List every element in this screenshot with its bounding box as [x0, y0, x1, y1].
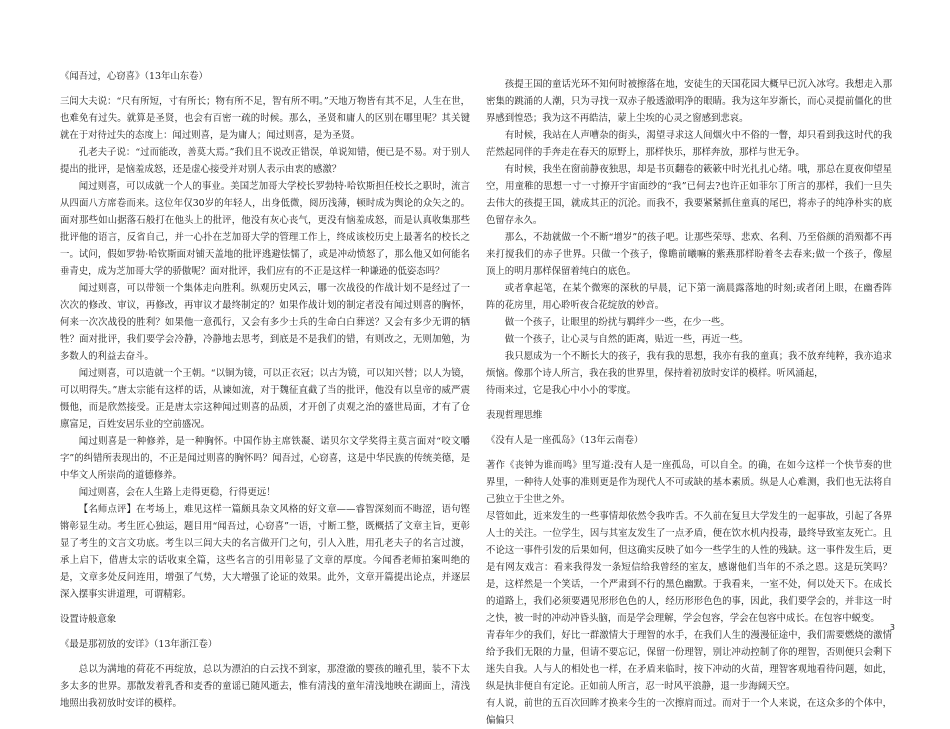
paragraph: 有时候，我站在人声嘈杂的街头，渴望寻求这人间烟火中不俗的一瞥，却只看到我这时代的我茫然起同伴的手奔走在春天的原野上，那样快乐，那样奔放，那样与世无争。 — [486, 130, 892, 158]
paragraph: 我只愿成为一个不断长大的孩子，我有我的思想，我亦有我的童真；我不放弃纯粹，我亦追求烦恼。像那个诗人所言，我在我的世界里，保持着初放时安详的模样。听风涌起， — [486, 351, 892, 379]
paragraph: 闻过则喜是一种修养，是一种胸怀。中国作协主席铁凝、诺贝尔文学奖得主莫言面对“咬文嚼字”的纠错所表现出的，不正是闻过则喜的胸怀吗？闻吾过，心窃喜，这是中华民族的传统美德，是中华文人所崇尚的道德修养。 — [60, 436, 470, 481]
spacer — [60, 628, 470, 636]
paragraph: 青春年少的我们，好比一群激情大于理智的水手，在我们人生的漫漫征途中，我们需要燃烧的激情给予我们无限的力量，但请不要忘记，保留一份理智，别让冲动控制了你的理智，否则便只会剩下迷失自我。人与人的相处也一样，在矛盾来临时，按下冲动的火苗，理智客观地看待问题，如此，纵是执非便自有定论。正如前人所言，忍一时风平浪静，退一步海阔天空。 — [486, 630, 892, 692]
paragraph: 或者拿起笔，在某个微寒的深秋的早晨，记下第一滴晨露落地的时刻;或者闭上眼，在幽香阵阵的花房里，用心聆听夜合花绽放的妙音。 — [486, 283, 892, 311]
paragraph: 闻过则喜，会在人生路上走得更稳，行得更远！ — [78, 487, 276, 498]
paragraph: 待雨来过，它是我心中小小的零度。 — [486, 385, 637, 396]
paragraph: 做一个孩子，让眼里的纷扰与羁绊少一些，在少一些。 — [504, 317, 730, 328]
paragraph: 著作《丧钟为谁而鸣》里写道:没有人是一座孤岛，可以自全。的确，在如今这样一个快节奏的世界里，一种待人处事的准则更是作为现代人不可或缺的基本素质。纵是人心难测，我们也无法将自己独立于尘世之外。 — [486, 460, 892, 505]
spacer — [486, 449, 892, 457]
spacer — [486, 424, 892, 432]
paragraph: 孔老夫子说：“过而能改，善莫大焉。”我们且不说改正错误，单说知错，便已是不易。对于别人提出的批评，是恼羞成怒，还是虚心接受并对别人表示由衷的感激？ — [60, 147, 470, 175]
paragraph: 闻过则喜，可以造就一个王朝。“以铜为镜，可以正衣冠；以古为镜，可以知兴替；以人为镜，可以明得失。”唐太宗能有这样的话，从谏如流，对于魏征直截了当的批评，他没有以皇帝的威严震慑他，而是欣然接受。正是唐太宗这种闻过则喜的品质，才开创了贞观之治的盛世局面，才有了仓廪富足，百姓安居乐业的空前盛况。 — [60, 368, 470, 430]
spacer — [486, 399, 892, 407]
paragraph: 有时候，我坐在窗前静夜独思，却是书页翻卷的簌簌中时光扎扎心绪。哦，那总在夏夜仰望星空，用童稚的思想一寸一寸撩开宇宙面纱的“我”已何去?也许正如菲尔丁所言的那样，我们一旦失去伟大的孩提王国，就成其正的沉沦。而我不，我要紧紧抓住童真的尾巴，将赤子的纯净朴实的底色留存永久。 — [486, 164, 892, 226]
right-column — [486, 76, 892, 729]
article-title-1: 《闻吾过，心窃喜》（13年山东卷） — [60, 71, 208, 82]
article-title-2: 《最是那初放的安详》（13年浙江卷） — [60, 639, 218, 650]
paragraph: 闻过则喜，可以带领一个集体走向胜利。纵观历史风云，哪一次战役的作战计划不是经过了一次次的修改、审议，再修改，再审议才最终制定的？如果作战计划的制定者没有闻过则喜的胸怀，何来一次次战役的胜利？如果他一意孤行，又会有多少士兵的生命白白葬送？又会有多少无谓的牺牲？面对批评，我们要学会冷静，冷静地去思考，到底是不是我们的错，有则改之，无则加勉，为多数人的利益去奋斗。 — [60, 283, 470, 362]
paragraph: 总以为满地的荷花不再绽放，总以为漂泊的白云找不到家，那澄澈的婴孩的瞳孔里，装不下太多太多的世界。那散发着乳香和麦香的童谣已随风逝去，惟有清浅的童年清浅地映在湖面上，清浅地照出我初放时安详的模样。 — [60, 664, 470, 709]
paragraph: 有人说，前世的五百次回眸才换来今生的一次擦肩而过。而对于一个人来说，在这众多的个体中，偏偏只 — [486, 698, 892, 726]
left-column — [60, 68, 470, 712]
paragraph: 尽管如此，近来发生的一些事情却依然令我咋舌。不久前在复旦大学发生的一起事故，引起了各界人士的关注。一位学生，因与其室友发生了一点矛盾，便在饮水机内投毒，最终导致室友死亡。且不论这一事件引发的后果如何，但这确实反映了如今一些学生的人性的残缺。这一事件发生后，更是有网友戏言：看来我得发一条短信给我曾经的室友，感谢他们当年的不杀之恩。这是玩笑吗？是，这样然是一个笑话，一个严肃到不行的黑色幽默。于我看来，一室不处，何以处天下。在成长的道路上，我们必须要遇见形形色色的人，经历形形色色的事，因此，我们要学会的，并非这一时之快，被一时的冲动冲昏头脑，而是学会理解，学会包容，学会在包容中成长。在包容中蜕变。 — [486, 511, 892, 624]
teacher-comment: 【名师点评】在考场上，难见这样一篇颇具杂文风格的好文章——睿智深刻而不晦涩，语句铿锵彰显生动。考生匠心独运，题目用“闻吾过，心窃喜”一语，寸断工整，既概括了文章主旨，更彰显了考生的文言文功底。考生以三闾大夫的名言做开门之句，引人入胜，用孔老夫子的名言过渡，承上启下，借唐太宗的话收束全篇，这些名言的引用彰显了文章的厚度。今闻香老师拍案叫绝的是，文章多处反问连用，增强了气势，大大增强了论证的效果。此外，文章开篇提出论点，并逐层深入摆事实讲道理，可谓精彩。 — [60, 504, 470, 600]
page-number: 3 — [889, 623, 895, 632]
spacer — [60, 603, 470, 611]
paragraph: 闻过则喜，可以成就一个人的事业。美国芝加哥大学校长罗勃特·哈钦斯担任校长之职时，流言从四面八方席卷而来。这位年仅30岁的年轻人，出身低微，阅历浅薄，顿时成为舆论的众矢之的。面对那些如山据落石般打在他头上的批评，他没有灰心丧气，更没有恼羞成怒，而是认真收集那些批评他的语言，反省自己，并一心扑在芝加哥大学的管理工作上，终成该校历史上最著名的校长之一。试问，假如罗勃·哈钦斯面对铺天盖地的批评逃避怯懦了，或是冲动愤怒了，那么他又如何能名垂青史，成为芝加哥大学的骄傲呢？面对批评，我们应有的不正是这样一种谦逊的低姿态吗？ — [60, 181, 470, 277]
paragraph: 那么，不劫就做一个不断“增岁”的孩子吧。让那些荣辱、悲欢、名利、乃至俗颜的消殒都不再来打搅我们的赤子世界。只做一个孩子，像瞻前曦嘛的紫燕那样盼着冬去春来;做一个孩子，像屋顶上的明月那样保留着纯白的底色。 — [486, 232, 892, 277]
section-title: 设置诗般意象 — [60, 614, 117, 625]
paragraph: 做一个孩子，让心灵与自然的距离，贴近一些，再近一些。 — [504, 334, 749, 345]
spacer — [60, 85, 470, 93]
paragraph: 三闾大夫说：“尺有所短，寸有所长；物有所不足，智有所不明。”天地万物皆有其不足，人生在世，也难免有过失。就算是圣贤，也会有百密一疏的时候。那么，圣贤和庸人的区别在哪里呢？其关键就在于对待过失的态度上：闻过则喜，是为庸人；闻过则喜，是为圣贤。 — [60, 96, 470, 141]
spacer — [60, 653, 470, 661]
paragraph: 孩提王国的童话光环不知何时被擦落在地，安徒生的天国花园大概早已沉入冰穹。我想走入那密集的跳涌的人潮，只为寻找一双赤子般透澈明净的眼睛。我为这年岁渐长，而心灵提前僵化的世界感到惶恐；我为这不再皓洁，蒙上尘埃的心灵之窗感到悲哀。 — [486, 79, 892, 124]
section-title: 表现哲理思维 — [486, 410, 543, 421]
article-title-3: 《没有人是一座孤岛》（13年云南卷） — [486, 435, 644, 446]
